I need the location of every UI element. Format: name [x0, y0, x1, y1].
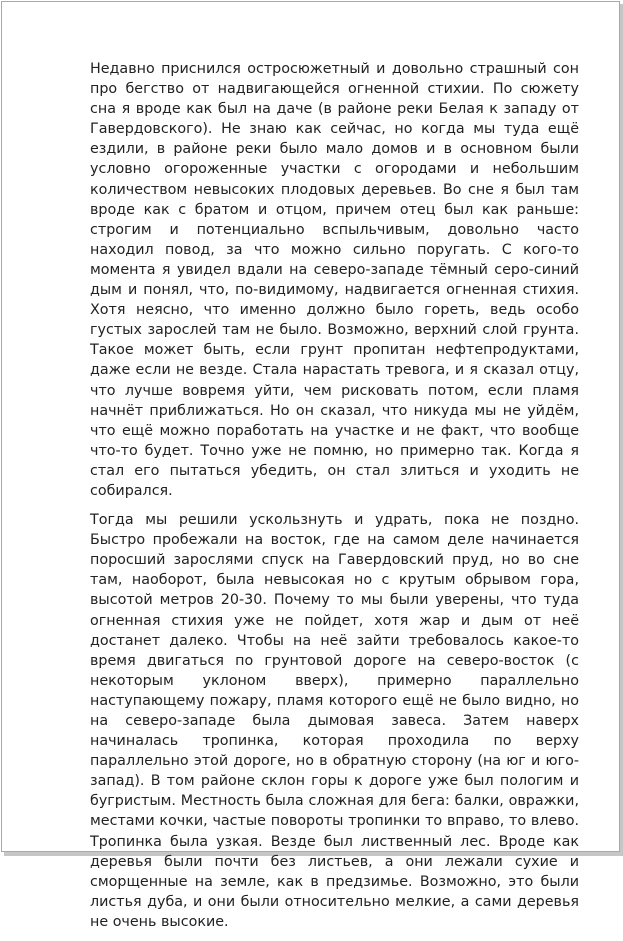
paragraph-1: Недавно приснился остросюжетный и довольно страшный сон про бегство от надвигающейся огненной стихии. По сюжету сна я вроде как был на даче (в районе реки Белая к западу от Гавердовского). Не знаю как сейчас, но когда мы туда ещё ездили, в районе реки было мало домов и в основном были условно огороженные участки с огородами и небольшим количеством невысоких плодовых деревьев. Во сне я был там вроде как с братом и отцом, причем отец был как раньше: строгим и потенциально вспыльчивым, довольно часто находил повод, за что можно сильно поругать. С кого-то момента я увидел вдали на северо-западе тёмный серо-синий дым и понял, что, по-видимому, надвигается огненная стихия. Хотя неясно, что именно должно было гореть, ведь особо густых зарослей там не было. Возможно, верхний слой грунта. Такое может быть, если грунт пропитан нефтепродуктами, даже если не везде. Стала нарастать тревога, и я сказал отцу, что лучше вовремя уйти, чем рисковать потом, если пламя начнёт приближаться. Но он сказал, что никуда мы не уйдём, что ещё можно поработать на участке и не факт, что вообще что-то будет. Точно уже не помню, но примерно так. Когда я стал его пытаться убедить, он стал злиться и уходить не собирался.: [90, 61, 579, 499]
document-body: [90, 59, 579, 941]
paragraph-2: Тогда мы решили ускользнуть и удрать, пока не поздно. Быстро пробежали на восток, где на самом деле начинается поросший зарослями спуск на Гавердовский пруд, но во сне там, наоборот, была невысокая но с крутым обрывом гора, высотой метров 20-30. Почему то мы были уверены, что туда огненная стихия уже не пойдет, хотя жар и дым от неё достанет далеко. Чтобы на неё зайти требовалось какое-то время двигаться по грунтовой дороге на северо-восток (с некоторым уклоном вверх), примерно параллельно наступающему пожару, пламя которого ещё не было видно, но на северо-западе была дымовая завеса. Затем наверх начиналась тропинка, которая проходила по верху параллельно этой дороге, но в обратную сторону (на юг и юго-запад). В том районе склон горы к дороге уже был пологим и бугристым. Местность была сложная для бега: балки, овражки, местами кочки, частые повороты тропинки то вправо, то влево. Тропинка была узкая. Везде был лиственный лес. Вроде как деревья были почти без листьев, а они лежали сухие и сморщенные на земле, как в предзимье. Возможно, это были листья дуба, и они были относительно мелкие, а сами деревья не очень высокие.: [90, 512, 579, 930]
